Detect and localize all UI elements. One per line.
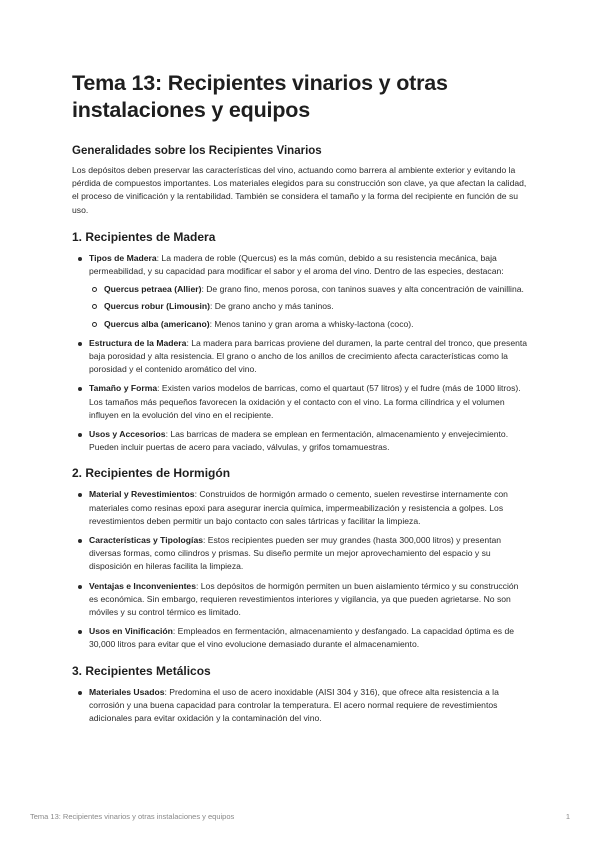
general-heading: Generalidades sobre los Recipientes Vinarios: [72, 145, 322, 157]
section-heading-madera: 1. Recipientes de Madera: [72, 229, 216, 244]
page-title: Tema 13: Recipientes vinarios y otras instalaciones y equipos: [72, 71, 448, 122]
item-label: Usos en Vinificación: [89, 626, 173, 637]
item-text: : Predomina el uso de acero inoxidable (AISI 304 y 316), que ofrece alta resistencia a la corrosión y una buena capacidad para controlar la temperatura. El acero normal requiere de revestimientos adicionales para evitar oxidación y la contaminación del vino.: [89, 686, 499, 724]
footer-title: Tema 13: Recipientes vinarios y otras instalaciones y equipos: [30, 812, 235, 821]
list-item: [72, 382, 528, 422]
item-text: : Empleados en fermentación, almacenamiento y desfangado. La capacidad óptima es de 30,000 litros para evitar que el vino evolucione demasiado durante el almacenamiento.: [89, 626, 515, 650]
page-footer: [30, 812, 570, 821]
list-item: [72, 625, 528, 651]
item-text: : Construidos de hormigón armado o cemento, suelen revestirse internamente con materiales como resinas epoxi para asegurar inercia química, impermeabilización y resistencia a golpes. Los revestimientos deben permitir un bajo contacto con sales tártricas y facilitar la limpieza.: [89, 489, 508, 526]
item-label: Usos y Accesorios: [89, 429, 166, 440]
list-item: [72, 534, 528, 574]
list-item: [72, 428, 528, 454]
document-page: [72, 70, 528, 725]
sub-item-label: Quercus robur (Limousin): [104, 301, 210, 312]
item-text: : La madera para barricas proviene del duramen, la parte central del tronco, que presenta baja porosidad y alta resistencia. El grano o ancho de los anillos de crecimiento afecta características como la porosidad y el contenido aromático del vino.: [89, 337, 528, 375]
item-label: Materiales Usados: [89, 686, 165, 697]
section-list-madera: [72, 252, 528, 455]
sub-item-text: : De grano fino, menos porosa, con taninos suaves y alta concentración de vainillina.: [201, 284, 524, 295]
list-item: [72, 252, 528, 331]
page-number: 1: [565, 812, 570, 821]
section-list-hormigon: [72, 488, 528, 651]
sublist-species: [89, 283, 528, 331]
sub-item-label: Quercus alba (americano): [104, 318, 210, 329]
list-item: [72, 580, 528, 620]
sub-item-text: : De grano ancho y más taninos.: [210, 301, 334, 312]
sublist-item: [89, 318, 528, 331]
general-paragraph: Los depósitos deben preservar las características del vino, actuando como barrera al ambiente exterior y evitando la pérdida de compuestos importantes. Los materiales elegidos para su construcción son clave, ya que afectan la calidad, el proceso de vinificación y la rentabilidad. También se considera el tamaño y la forma del recipiente en función de su uso.: [72, 165, 527, 215]
item-text: : Estos recipientes pueden ser muy grandes (hasta 300,000 litros) y presentan diversas formas, como cilindros y prismas. Su diseño permite un mejor aprovechamiento del espacio y su disposición en hileras facilita la limpieza.: [89, 535, 502, 572]
item-label: Tipos de Madera: [89, 252, 157, 263]
sublist-item: [89, 283, 528, 296]
list-item: [72, 488, 528, 528]
item-text: : Las barricas de madera se emplean en fermentación, almacenamiento y envejecimiento. Pueden incluir puertas de acero para vaciado, válvulas, y grifos tomamuestras.: [89, 429, 509, 453]
item-label: Estructura de la Madera: [89, 337, 187, 348]
section-heading-hormigon: 2. Recipientes de Hormigón: [72, 466, 231, 481]
sub-item-label: Quercus petraea (Allier): [104, 284, 202, 295]
section-heading-metalicos: 3. Recipientes Metálicos: [72, 663, 211, 678]
item-label: Ventajas e Inconvenientes: [89, 580, 196, 591]
list-item: [72, 337, 528, 377]
sub-item-text: : Menos tanino y gran aroma a whisky-lactona (coco).: [209, 318, 414, 329]
item-label: Tamaño y Forma: [89, 383, 158, 394]
item-text: : Existen varios modelos de barricas, como el quartaut (57 litros) y el fudre (más de 1000 litros). Los tamaños más pequeños favorecen la oxidación y el contacto con el vino. La forma cilíndrica y el volumen influyen en la evolución del vino en el recipiente.: [89, 383, 521, 420]
list-item: [72, 686, 528, 726]
item-text: : Los depósitos de hormigón permiten un buen aislamiento térmico y su construcción es económica. Sin embargo, requieren revestimientos interiores y vigilancia, ya que pueden agrietarse. No son móviles y su control térmico es limitado.: [89, 580, 519, 618]
section-list-metalicos: [72, 686, 528, 726]
item-label: Características y Tipologías: [89, 535, 203, 546]
item-text: : La madera de roble (Quercus) es la más común, debido a su resistencia mecánica, baja permeabilidad, y su capacidad para modificar el sabor y el aroma del vino. Dentro de las especies, destacan:: [89, 252, 504, 277]
item-label: Material y Revestimientos: [89, 489, 195, 500]
sublist-item: [89, 300, 528, 313]
